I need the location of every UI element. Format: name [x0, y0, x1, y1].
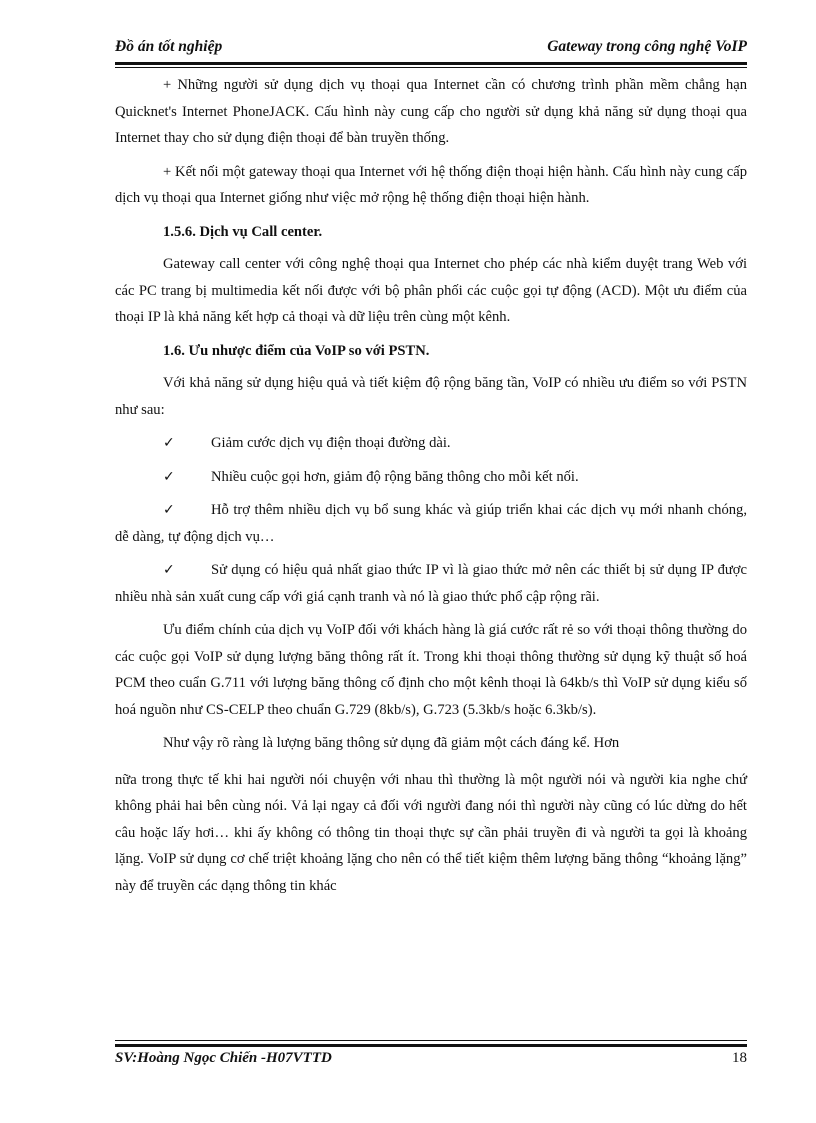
- paragraph-gateway-connection: + Kết nối một gateway thoại qua Internet với hệ thống điện thoại hiện hành. Cấu hình này cung cấp dịch vụ thoại qua Internet giống như việc mở rộng hệ thống điện thoại hiện hành.: [115, 163, 747, 206]
- paragraph-main-advantage: Ưu điểm chính của dịch vụ VoIP đối với khách hàng là giá cước rất rẻ so với thoại thông thường do các cuộc gọi VoIP sử dụng lượng băng thông rất ít. Trong khi thoại thông thường sử dụng kỹ thuật số hoá PCM theo cuẩn G.711 với lượng băng thông cố định cho một kênh thoại là 64kb/s thì VoIP sử dụng kiểu số hoá nguồn như CS-CELP theo chuẩn G.729 (8kb/s), G.723 (5.3kb/s hoặc 6.3kb/s).: [115, 622, 747, 718]
- page-header: [115, 38, 747, 60]
- header-document-title: Gateway trong công nghệ VoIP: [547, 38, 747, 55]
- paragraph-bandwidth-reduction: Như vậy rõ ràng là lượng băng thông sử dụng đã giảm một cách đáng kể. Hơn: [163, 735, 620, 751]
- page-number: 18: [732, 1050, 747, 1066]
- checkmark-icon: ✓: [163, 435, 175, 451]
- check-item: [115, 497, 747, 550]
- footer-rule-thin: [115, 1040, 747, 1041]
- header-document-type: Đồ án tốt nghiệp: [115, 38, 223, 55]
- footer-student-name: SV:Hoàng Ngọc Chiến -H07VTTD: [115, 1050, 332, 1066]
- paragraph-advantages-intro: Với khả năng sử dụng hiệu quả và tiết kiệm độ rộng băng tần, VoIP có nhiều ưu điểm so với PSTN như sau:: [115, 375, 747, 418]
- check-item: [115, 430, 747, 457]
- checkmark-icon: ✓: [163, 502, 175, 518]
- section-heading-voip-vs-pstn: 1.6. Ưu nhược điểm của VoIP so với PSTN.: [163, 342, 430, 359]
- checkmark-icon: ✓: [163, 562, 175, 578]
- paragraph-call-center: Gateway call center với công nghệ thoại qua Internet cho phép các nhà kiểm duyệt trang Web với các PC trang bị multimedia kết nối được với bộ phân phối các cuộc gọi tự động (ACD). Một ưu điểm của thoại IP là khả năng kết hợp cả thoại và dữ liệu trên cùng một kênh.: [115, 256, 747, 325]
- section-heading-call-center: 1.5.6. Dịch vụ Call center.: [163, 223, 323, 240]
- page-body: [115, 72, 747, 906]
- check-item-text: Sử dụng có hiệu quả nhất giao thức IP vì là giao thức mở nên các thiết bị sử dụng IP được nhiều nhà sản xuất cung cấp với giá cạnh tranh và nó là giao thức phổ cập rộng rãi.: [115, 562, 747, 605]
- check-item-text: Hỗ trợ thêm nhiều dịch vụ bổ sung khác và giúp triển khai các dịch vụ mới nhanh chóng, dễ dàng, tự động dịch vụ…: [115, 502, 747, 545]
- check-item: [115, 557, 747, 610]
- footer-rule-thick: [115, 1044, 747, 1047]
- paragraph-software-users: + Những người sử dụng dịch vụ thoại qua Internet cần có chương trình phần mềm chẳng hạn Quicknet's Internet PhoneJACK. Cấu hình này cung cấp cho người sử dụng khả năng sử dụng thoại qua Internet thay cho sử dụng điện thoại để bàn truyền thống.: [115, 77, 747, 146]
- header-rule-thick: [115, 62, 747, 65]
- check-item: [115, 464, 747, 491]
- check-item-text: Giảm cước dịch vụ điện thoại đường dài.: [211, 435, 451, 451]
- checkmark-icon: ✓: [163, 468, 175, 485]
- header-rule-thin: [115, 67, 747, 68]
- check-item-text: Nhiều cuộc gọi hơn, giảm độ rộng băng thông cho mỗi kết nối.: [211, 468, 579, 485]
- page-footer: [115, 1050, 747, 1072]
- paragraph-silence-suppression: nữa trong thực tế khi hai người nói chuyện với nhau thì thường là một người nói và người kia nghe chứ không phải hai bên cùng nói. Vả lại ngay cả đối với người đang nói thì người này cũng có lúc dừng do hết câu hoặc lấy hơi… khi ấy không có thông tin thoại thực sự cần phải truyền đi và người ta gọi là khoảng lặng. VoIP sử dụng cơ chế triệt khoảng lặng cho nên có thể tiết kiệm thêm lượng băng thông “khoảng lặng” này để truyền các dạng thông tin khác: [115, 771, 747, 894]
